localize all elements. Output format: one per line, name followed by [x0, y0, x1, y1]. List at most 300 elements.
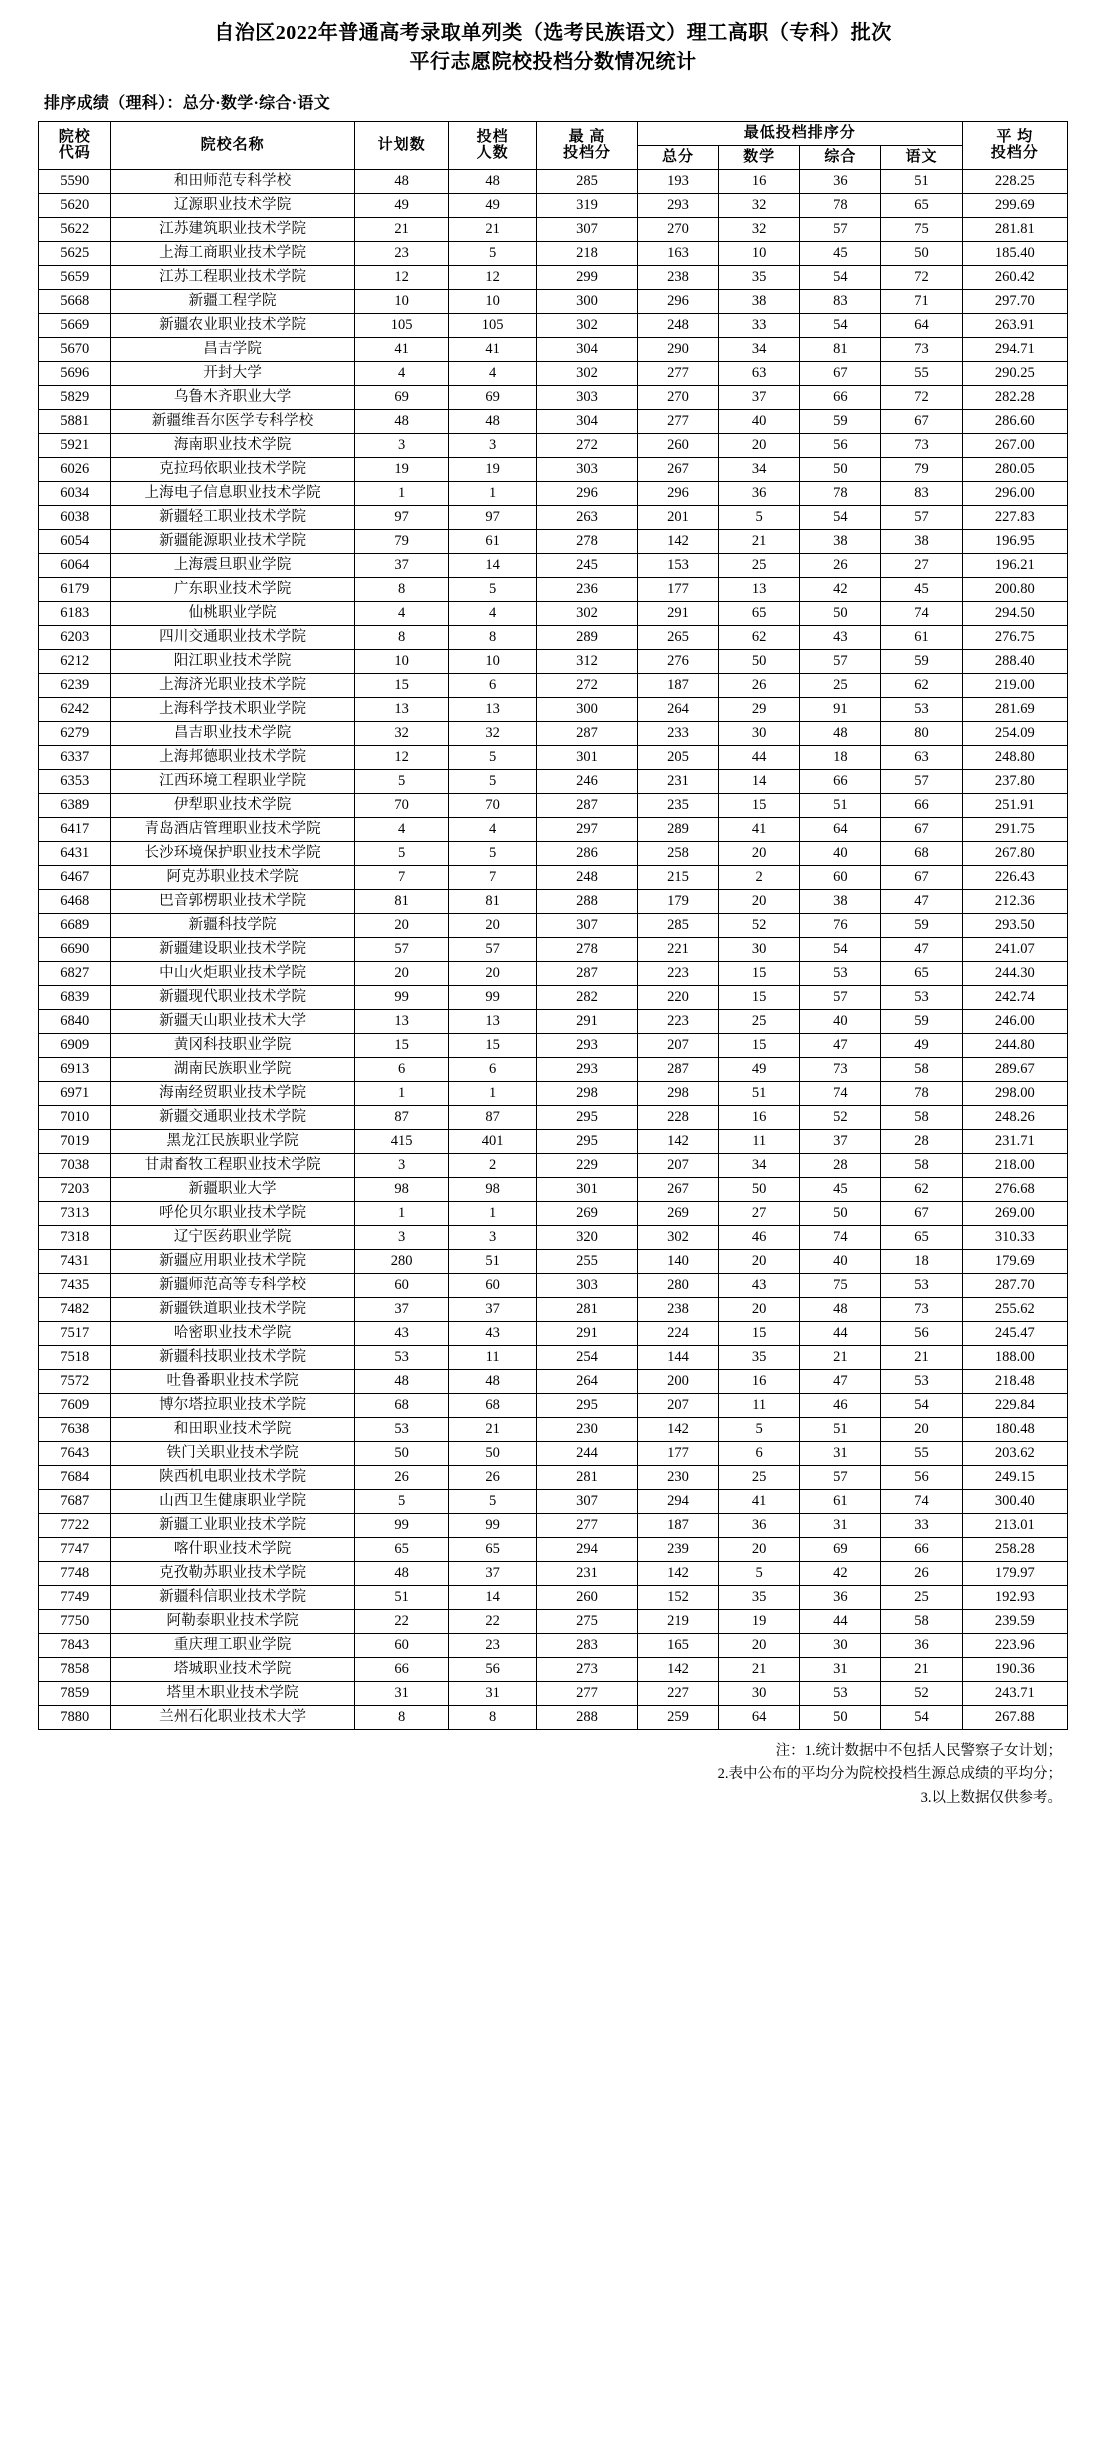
cell-comprehensive-score: 47 — [800, 1034, 881, 1058]
cell-highest-score: 278 — [537, 530, 638, 554]
cell-plan-count: 1 — [354, 1202, 448, 1226]
cell-highest-score: 229 — [537, 1154, 638, 1178]
cell-chinese-score: 65 — [881, 194, 962, 218]
cell-highest-score: 300 — [537, 698, 638, 722]
cell-plan-count: 20 — [354, 962, 448, 986]
cell-college-code: 5670 — [39, 338, 111, 362]
cell-comprehensive-score: 40 — [800, 842, 881, 866]
cell-college-code: 6913 — [39, 1058, 111, 1082]
cell-highest-score: 303 — [537, 1274, 638, 1298]
cell-college-name: 新疆交通职业技术学院 — [111, 1106, 355, 1130]
cell-total-score: 248 — [637, 314, 718, 338]
cell-enrolled-count: 11 — [449, 1346, 537, 1370]
cell-comprehensive-score: 52 — [800, 1106, 881, 1130]
cell-comprehensive-score: 51 — [800, 1418, 881, 1442]
cell-college-code: 6971 — [39, 1082, 111, 1106]
cell-college-code: 6827 — [39, 962, 111, 986]
cell-total-score: 231 — [637, 770, 718, 794]
cell-chinese-score: 66 — [881, 794, 962, 818]
cell-average-score: 179.69 — [962, 1250, 1067, 1274]
cell-college-name: 呼伦贝尔职业技术学院 — [111, 1202, 355, 1226]
table-row — [39, 458, 1068, 482]
cell-comprehensive-score: 48 — [800, 1298, 881, 1322]
cell-enrolled-count: 81 — [449, 890, 537, 914]
cell-total-score: 165 — [637, 1634, 718, 1658]
cell-highest-score: 277 — [537, 1514, 638, 1538]
cell-math-score: 20 — [719, 1538, 800, 1562]
cell-plan-count: 68 — [354, 1394, 448, 1418]
cell-average-score: 251.91 — [962, 794, 1067, 818]
cell-enrolled-count: 10 — [449, 650, 537, 674]
cell-plan-count: 4 — [354, 602, 448, 626]
cell-comprehensive-score: 50 — [800, 458, 881, 482]
cell-comprehensive-score: 46 — [800, 1394, 881, 1418]
cell-highest-score: 301 — [537, 1178, 638, 1202]
table-row — [39, 674, 1068, 698]
cell-highest-score: 275 — [537, 1610, 638, 1634]
cell-math-score: 30 — [719, 1682, 800, 1706]
footnote-3: 3.以上数据仅供参考。 — [920, 1789, 1062, 1806]
cell-plan-count: 60 — [354, 1634, 448, 1658]
cell-average-score: 263.91 — [962, 314, 1067, 338]
cell-enrolled-count: 41 — [449, 338, 537, 362]
cell-chinese-score: 18 — [881, 1250, 962, 1274]
cell-highest-score: 272 — [537, 674, 638, 698]
cell-total-score: 238 — [637, 266, 718, 290]
cell-math-score: 20 — [719, 1634, 800, 1658]
cell-college-code: 7638 — [39, 1418, 111, 1442]
cell-college-code: 7859 — [39, 1682, 111, 1706]
cell-college-name: 新疆建设职业技术学院 — [111, 938, 355, 962]
cell-plan-count: 26 — [354, 1466, 448, 1490]
table-row — [39, 1490, 1068, 1514]
cell-math-score: 36 — [719, 482, 800, 506]
cell-plan-count: 7 — [354, 866, 448, 890]
cell-plan-count: 105 — [354, 314, 448, 338]
cell-average-score: 223.96 — [962, 1634, 1067, 1658]
cell-plan-count: 57 — [354, 938, 448, 962]
cell-highest-score: 299 — [537, 266, 638, 290]
cell-total-score: 239 — [637, 1538, 718, 1562]
cell-comprehensive-score: 81 — [800, 338, 881, 362]
cell-comprehensive-score: 40 — [800, 1250, 881, 1274]
cell-enrolled-count: 15 — [449, 1034, 537, 1058]
cell-math-score: 32 — [719, 218, 800, 242]
cell-math-score: 62 — [719, 626, 800, 650]
cell-plan-count: 3 — [354, 1226, 448, 1250]
cell-average-score: 288.40 — [962, 650, 1067, 674]
table-row — [39, 1226, 1068, 1250]
cell-comprehensive-score: 38 — [800, 890, 881, 914]
cell-total-score: 142 — [637, 1562, 718, 1586]
cell-comprehensive-score: 54 — [800, 314, 881, 338]
cell-college-name: 新疆维吾尔医学专科学校 — [111, 410, 355, 434]
cell-chinese-score: 61 — [881, 626, 962, 650]
cell-total-score: 220 — [637, 986, 718, 1010]
cell-highest-score: 287 — [537, 794, 638, 818]
cell-highest-score: 291 — [537, 1010, 638, 1034]
cell-plan-count: 4 — [354, 818, 448, 842]
cell-average-score: 239.59 — [962, 1610, 1067, 1634]
cell-highest-score: 320 — [537, 1226, 638, 1250]
cell-comprehensive-score: 26 — [800, 554, 881, 578]
cell-plan-count: 70 — [354, 794, 448, 818]
cell-enrolled-count: 60 — [449, 1274, 537, 1298]
cell-comprehensive-score: 25 — [800, 674, 881, 698]
cell-math-score: 63 — [719, 362, 800, 386]
cell-college-code: 7749 — [39, 1586, 111, 1610]
cell-college-name: 新疆职业大学 — [111, 1178, 355, 1202]
cell-enrolled-count: 3 — [449, 1226, 537, 1250]
cell-total-score: 142 — [637, 1130, 718, 1154]
cell-plan-count: 53 — [354, 1418, 448, 1442]
cell-math-score: 65 — [719, 602, 800, 626]
cell-total-score: 201 — [637, 506, 718, 530]
table-row — [39, 1250, 1068, 1274]
cell-plan-count: 22 — [354, 1610, 448, 1634]
cell-chinese-score: 59 — [881, 914, 962, 938]
cell-average-score: 228.25 — [962, 170, 1067, 194]
cell-enrolled-count: 105 — [449, 314, 537, 338]
cell-enrolled-count: 1 — [449, 482, 537, 506]
cell-chinese-score: 75 — [881, 218, 962, 242]
cell-average-score: 286.60 — [962, 410, 1067, 434]
table-row — [39, 914, 1068, 938]
cell-chinese-score: 25 — [881, 1586, 962, 1610]
cell-total-score: 267 — [637, 458, 718, 482]
cell-highest-score: 282 — [537, 986, 638, 1010]
cell-plan-count: 10 — [354, 650, 448, 674]
cell-college-name: 上海震旦职业学院 — [111, 554, 355, 578]
cell-enrolled-count: 5 — [449, 746, 537, 770]
cell-comprehensive-score: 67 — [800, 362, 881, 386]
cell-enrolled-count: 4 — [449, 818, 537, 842]
cell-enrolled-count: 37 — [449, 1298, 537, 1322]
cell-college-code: 7517 — [39, 1322, 111, 1346]
cell-plan-count: 98 — [354, 1178, 448, 1202]
cell-total-score: 187 — [637, 1514, 718, 1538]
cell-average-score: 242.74 — [962, 986, 1067, 1010]
cell-plan-count: 48 — [354, 1370, 448, 1394]
cell-college-code: 5669 — [39, 314, 111, 338]
table-row — [39, 1394, 1068, 1418]
cell-college-code: 5590 — [39, 170, 111, 194]
cell-college-code: 7518 — [39, 1346, 111, 1370]
cell-college-name: 新疆铁道职业技术学院 — [111, 1298, 355, 1322]
cell-plan-count: 3 — [354, 434, 448, 458]
cell-enrolled-count: 20 — [449, 914, 537, 938]
cell-chinese-score: 68 — [881, 842, 962, 866]
cell-math-score: 21 — [719, 530, 800, 554]
cell-average-score: 254.09 — [962, 722, 1067, 746]
cell-comprehensive-score: 44 — [800, 1610, 881, 1634]
table-row — [39, 1538, 1068, 1562]
cell-college-code: 7684 — [39, 1466, 111, 1490]
cell-highest-score: 254 — [537, 1346, 638, 1370]
cell-chinese-score: 49 — [881, 1034, 962, 1058]
cell-average-score: 269.00 — [962, 1202, 1067, 1226]
cell-highest-score: 304 — [537, 410, 638, 434]
cell-chinese-score: 57 — [881, 506, 962, 530]
cell-comprehensive-score: 57 — [800, 986, 881, 1010]
cell-total-score: 264 — [637, 698, 718, 722]
cell-chinese-score: 28 — [881, 1130, 962, 1154]
header-min-score-group: 最低投档排序分 — [637, 122, 962, 146]
cell-total-score: 205 — [637, 746, 718, 770]
cell-college-code: 5921 — [39, 434, 111, 458]
cell-math-score: 25 — [719, 1010, 800, 1034]
cell-math-score: 15 — [719, 1034, 800, 1058]
cell-highest-score: 295 — [537, 1394, 638, 1418]
cell-enrolled-count: 3 — [449, 434, 537, 458]
cell-total-score: 293 — [637, 194, 718, 218]
table-row — [39, 890, 1068, 914]
cell-total-score: 289 — [637, 818, 718, 842]
cell-average-score: 192.93 — [962, 1586, 1067, 1610]
cell-average-score: 281.81 — [962, 218, 1067, 242]
cell-plan-count: 32 — [354, 722, 448, 746]
cell-enrolled-count: 13 — [449, 1010, 537, 1034]
cell-total-score: 269 — [637, 1202, 718, 1226]
cell-average-score: 203.62 — [962, 1442, 1067, 1466]
cell-math-score: 29 — [719, 698, 800, 722]
cell-highest-score: 295 — [537, 1130, 638, 1154]
cell-comprehensive-score: 31 — [800, 1442, 881, 1466]
table-row — [39, 194, 1068, 218]
table-row — [39, 1082, 1068, 1106]
header-average-score — [962, 122, 1067, 170]
cell-comprehensive-score: 56 — [800, 434, 881, 458]
cell-math-score: 20 — [719, 842, 800, 866]
cell-math-score: 35 — [719, 1586, 800, 1610]
cell-total-score: 223 — [637, 962, 718, 986]
cell-math-score: 64 — [719, 1706, 800, 1730]
cell-plan-count: 15 — [354, 1034, 448, 1058]
cell-highest-score: 307 — [537, 1490, 638, 1514]
cell-comprehensive-score: 40 — [800, 1010, 881, 1034]
cell-average-score: 248.80 — [962, 746, 1067, 770]
cell-math-score: 19 — [719, 1610, 800, 1634]
cell-college-name: 博尔塔拉职业技术学院 — [111, 1394, 355, 1418]
cell-math-score: 11 — [719, 1394, 800, 1418]
table-row — [39, 1370, 1068, 1394]
cell-math-score: 16 — [719, 1370, 800, 1394]
cell-total-score: 227 — [637, 1682, 718, 1706]
cell-plan-count: 5 — [354, 770, 448, 794]
cell-comprehensive-score: 31 — [800, 1658, 881, 1682]
cell-plan-count: 81 — [354, 890, 448, 914]
cell-chinese-score: 74 — [881, 602, 962, 626]
cell-chinese-score: 58 — [881, 1154, 962, 1178]
cell-total-score: 287 — [637, 1058, 718, 1082]
cell-highest-score: 293 — [537, 1034, 638, 1058]
cell-enrolled-count: 1 — [449, 1082, 537, 1106]
cell-college-name: 海南职业技术学院 — [111, 434, 355, 458]
cell-plan-count: 3 — [354, 1154, 448, 1178]
cell-plan-count: 97 — [354, 506, 448, 530]
cell-enrolled-count: 8 — [449, 1706, 537, 1730]
cell-college-name: 上海工商职业技术学院 — [111, 242, 355, 266]
cell-college-name: 开封大学 — [111, 362, 355, 386]
cell-highest-score: 296 — [537, 482, 638, 506]
cell-plan-count: 8 — [354, 626, 448, 650]
table-row — [39, 554, 1068, 578]
table-row — [39, 170, 1068, 194]
cell-chinese-score: 62 — [881, 674, 962, 698]
cell-enrolled-count: 97 — [449, 506, 537, 530]
table-row — [39, 314, 1068, 338]
cell-math-score: 49 — [719, 1058, 800, 1082]
cell-plan-count: 20 — [354, 914, 448, 938]
cell-plan-count: 415 — [354, 1130, 448, 1154]
table-row — [39, 1586, 1068, 1610]
cell-comprehensive-score: 69 — [800, 1538, 881, 1562]
cell-plan-count: 15 — [354, 674, 448, 698]
cell-highest-score: 295 — [537, 1106, 638, 1130]
cell-math-score: 46 — [719, 1226, 800, 1250]
cell-average-score: 276.75 — [962, 626, 1067, 650]
cell-college-code: 6839 — [39, 986, 111, 1010]
cell-college-code: 7858 — [39, 1658, 111, 1682]
cell-college-code: 6038 — [39, 506, 111, 530]
cell-comprehensive-score: 45 — [800, 1178, 881, 1202]
cell-math-score: 32 — [719, 194, 800, 218]
cell-average-score: 267.88 — [962, 1706, 1067, 1730]
cell-plan-count: 69 — [354, 386, 448, 410]
cell-highest-score: 285 — [537, 170, 638, 194]
cell-comprehensive-score: 59 — [800, 410, 881, 434]
cell-total-score: 228 — [637, 1106, 718, 1130]
cell-chinese-score: 47 — [881, 890, 962, 914]
cell-college-code: 6353 — [39, 770, 111, 794]
cell-highest-score: 273 — [537, 1658, 638, 1682]
cell-college-code: 6183 — [39, 602, 111, 626]
cell-average-score: 296.00 — [962, 482, 1067, 506]
cell-chinese-score: 58 — [881, 1058, 962, 1082]
cell-total-score: 177 — [637, 578, 718, 602]
cell-college-name: 新疆工业职业技术学院 — [111, 1514, 355, 1538]
cell-math-score: 35 — [719, 266, 800, 290]
table-row — [39, 1202, 1068, 1226]
cell-college-name: 海南经贸职业技术学院 — [111, 1082, 355, 1106]
cell-college-code: 7019 — [39, 1130, 111, 1154]
cell-enrolled-count: 65 — [449, 1538, 537, 1562]
table-row — [39, 290, 1068, 314]
cell-highest-score: 248 — [537, 866, 638, 890]
cell-chinese-score: 65 — [881, 962, 962, 986]
cell-chinese-score: 67 — [881, 1202, 962, 1226]
cell-chinese-score: 21 — [881, 1346, 962, 1370]
cell-enrolled-count: 401 — [449, 1130, 537, 1154]
cell-highest-score: 303 — [537, 458, 638, 482]
table-row — [39, 1658, 1068, 1682]
cell-plan-count: 5 — [354, 1490, 448, 1514]
cell-total-score: 163 — [637, 242, 718, 266]
cell-chinese-score: 20 — [881, 1418, 962, 1442]
cell-plan-count: 99 — [354, 1514, 448, 1538]
cell-college-code: 7313 — [39, 1202, 111, 1226]
cell-average-score: 281.69 — [962, 698, 1067, 722]
cell-math-score: 20 — [719, 890, 800, 914]
cell-comprehensive-score: 75 — [800, 1274, 881, 1298]
cell-comprehensive-score: 36 — [800, 170, 881, 194]
cell-total-score: 296 — [637, 290, 718, 314]
cell-plan-count: 5 — [354, 842, 448, 866]
cell-comprehensive-score: 45 — [800, 242, 881, 266]
cell-comprehensive-score: 50 — [800, 602, 881, 626]
cell-college-name: 中山火炬职业技术学院 — [111, 962, 355, 986]
table-row — [39, 266, 1068, 290]
table-row — [39, 434, 1068, 458]
cell-highest-score: 288 — [537, 890, 638, 914]
cell-college-code: 5659 — [39, 266, 111, 290]
cell-highest-score: 286 — [537, 842, 638, 866]
cell-highest-score: 294 — [537, 1538, 638, 1562]
cell-math-score: 15 — [719, 962, 800, 986]
table-row — [39, 482, 1068, 506]
cell-total-score: 215 — [637, 866, 718, 890]
cell-math-score: 5 — [719, 1562, 800, 1586]
cell-total-score: 152 — [637, 1586, 718, 1610]
cell-average-score: 190.36 — [962, 1658, 1067, 1682]
cell-enrolled-count: 98 — [449, 1178, 537, 1202]
table-row — [39, 1106, 1068, 1130]
cell-enrolled-count: 8 — [449, 626, 537, 650]
cell-enrolled-count: 19 — [449, 458, 537, 482]
cell-college-code: 6203 — [39, 626, 111, 650]
cell-total-score: 238 — [637, 1298, 718, 1322]
cell-college-name: 仙桃职业学院 — [111, 602, 355, 626]
cell-chinese-score: 56 — [881, 1466, 962, 1490]
table-row — [39, 1418, 1068, 1442]
cell-highest-score: 298 — [537, 1082, 638, 1106]
cell-comprehensive-score: 37 — [800, 1130, 881, 1154]
table-row — [39, 962, 1068, 986]
cell-math-score: 15 — [719, 986, 800, 1010]
cell-college-name: 新疆轻工职业技术学院 — [111, 506, 355, 530]
cell-college-code: 6909 — [39, 1034, 111, 1058]
footnote-2: 2.表中公布的平均分为院校投档生源总成绩的平均分； — [717, 1766, 1062, 1783]
cell-average-score: 229.84 — [962, 1394, 1067, 1418]
cell-chinese-score: 50 — [881, 242, 962, 266]
header-highest-score-line1: 最 高 — [568, 128, 606, 145]
cell-chinese-score: 53 — [881, 698, 962, 722]
cell-total-score: 207 — [637, 1394, 718, 1418]
cell-highest-score: 281 — [537, 1466, 638, 1490]
cell-average-score: 196.21 — [962, 554, 1067, 578]
header-average-score-line2: 投档分 — [990, 144, 1039, 161]
cell-enrolled-count: 68 — [449, 1394, 537, 1418]
cell-college-code: 5625 — [39, 242, 111, 266]
cell-comprehensive-score: 64 — [800, 818, 881, 842]
cell-college-code: 5829 — [39, 386, 111, 410]
cell-average-score: 244.30 — [962, 962, 1067, 986]
cell-average-score: 298.00 — [962, 1082, 1067, 1106]
cell-enrolled-count: 1 — [449, 1202, 537, 1226]
footnotes — [38, 1740, 1068, 1809]
cell-college-name: 上海电子信息职业技术学院 — [111, 482, 355, 506]
cell-college-code: 5881 — [39, 410, 111, 434]
cell-college-code: 7687 — [39, 1490, 111, 1514]
cell-enrolled-count: 37 — [449, 1562, 537, 1586]
cell-total-score: 140 — [637, 1250, 718, 1274]
cell-chinese-score: 72 — [881, 386, 962, 410]
cell-average-score: 294.71 — [962, 338, 1067, 362]
cell-chinese-score: 55 — [881, 362, 962, 386]
table-row — [39, 1154, 1068, 1178]
cell-math-score: 5 — [719, 506, 800, 530]
cell-average-score: 219.00 — [962, 674, 1067, 698]
